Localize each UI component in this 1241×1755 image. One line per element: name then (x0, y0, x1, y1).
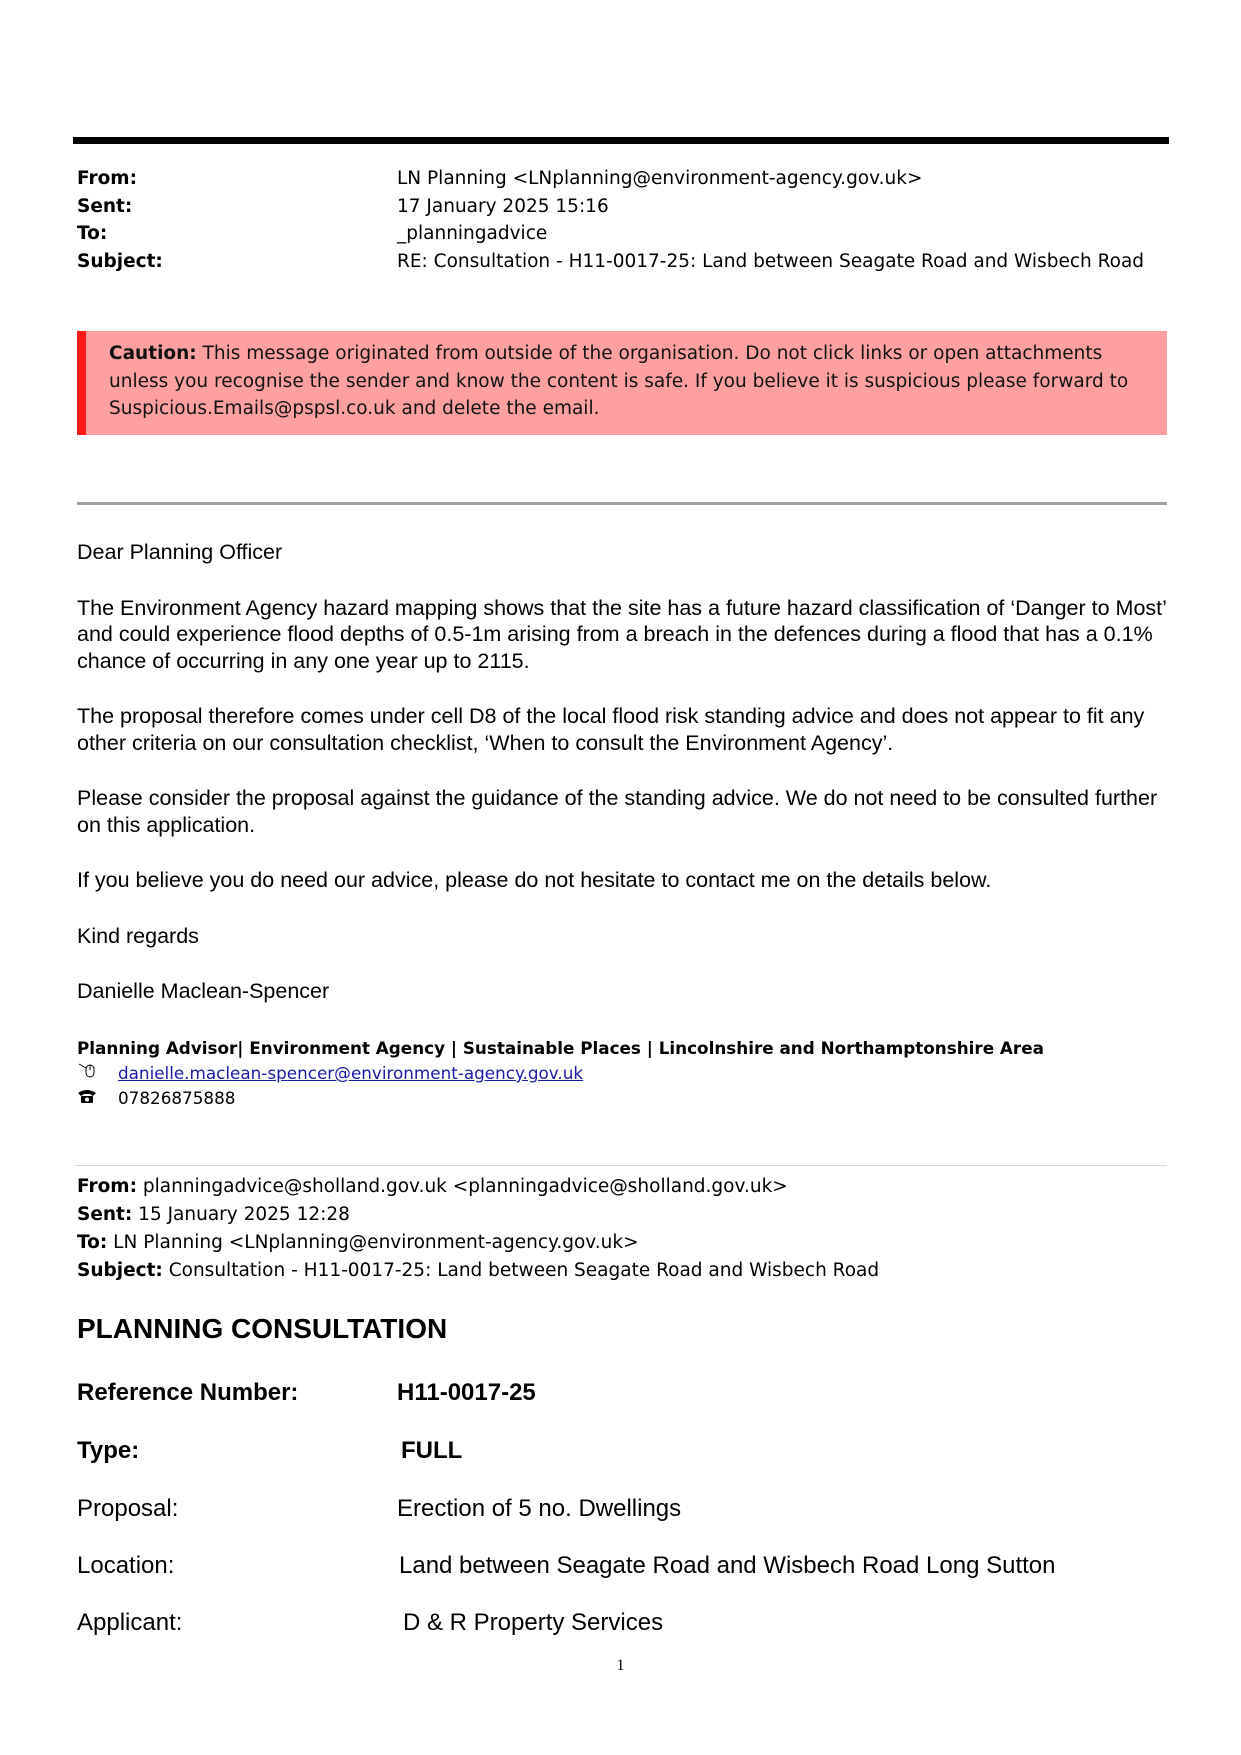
header-top-rule (73, 137, 1169, 144)
telephone-icon (77, 1086, 118, 1111)
applicant-value: D & R Property Services (403, 1609, 664, 1636)
email-header (77, 165, 1167, 275)
forwarded-header (77, 1173, 1177, 1285)
header-from-value: LN Planning <LNplanning@environment-agency.gov.uk> (397, 168, 923, 189)
greeting: Dear Planning Officer (77, 540, 283, 564)
forwarded-from-label: From: (77, 1176, 137, 1197)
header-sent-value: 17 January 2025 15:16 (397, 195, 609, 217)
forwarded-sent-label: Sent: (77, 1204, 133, 1225)
page-number: 1 (616, 1657, 625, 1674)
signature-phone: 07826875888 (118, 1088, 236, 1108)
forwarded-subject-row (77, 1257, 1177, 1285)
closing: Kind regards (77, 923, 199, 948)
forwarded-to-value: LN Planning <LNplanning@environment-agency.gov.uk> (107, 1232, 639, 1253)
forwarded-to-label: To: (77, 1232, 108, 1253)
paragraph-contact: If you believe you do need our advice, please do not hesitate to contact me on the details below. (77, 868, 992, 892)
signature-block (77, 1036, 1177, 1111)
type-label: Type: (77, 1437, 140, 1464)
proposal-value: Erection of 5 no. Dwellings (397, 1495, 682, 1522)
location-value: Land between Seagate Road and Wisbech Road Long Sutton (399, 1552, 1056, 1579)
signature-title: Planning Advisor| Environment Agency | Sustainable Places | Lincolnshire and Northamptonshire Area (77, 1038, 1044, 1058)
header-sent-label: Sent: (77, 195, 133, 217)
applicant-label: Applicant: (77, 1609, 183, 1636)
reference-label: Reference Number: (77, 1379, 299, 1406)
header-subject-label: Subject: (77, 250, 163, 272)
header-to-label: To: (77, 223, 108, 244)
mouse-pointer-icon (77, 1061, 118, 1086)
forwarded-sent-value: 15 January 2025 12:28 (132, 1204, 350, 1225)
sender-name: Danielle Maclean-Spencer (77, 979, 330, 1003)
paragraph-standing-advice: The proposal therefore comes under cell D8 of the local flood risk standing advice and does not appear to fit any other criteria on our consultation checklist, ‘When to consult the Environment Agency’. (77, 704, 1145, 755)
body-divider (77, 502, 1167, 505)
header-row-from (77, 165, 1167, 193)
forwarded-from-row (77, 1173, 1177, 1201)
paragraph-hazard: The Environment Agency hazard mapping shows that the site has a future hazard classification of ‘Danger to Most’ and could experience flood depths of 0.5-1m arising from a breach in the defences during a flood that has a 0.1% chance of occurring in any one year up to 2115. (77, 595, 1167, 673)
location-label: Location: (77, 1552, 175, 1579)
header-from-label: From: (77, 168, 137, 189)
proposal-label: Proposal: (77, 1495, 179, 1522)
header-row-subject (77, 248, 1167, 276)
caution-label: Caution: (109, 343, 197, 364)
forward-divider (75, 1165, 1167, 1166)
caution-banner (77, 331, 1167, 435)
header-to-value: _planningadvice (397, 223, 548, 244)
email-body (77, 539, 1177, 1034)
forwarded-from-value: planningadvice@sholland.gov.uk <planningadvice@sholland.gov.uk> (136, 1176, 788, 1197)
forwarded-subject-label: Subject: (77, 1260, 163, 1281)
consultation-title: PLANNING CONSULTATION (77, 1313, 448, 1344)
signature-email-link[interactable]: danielle.maclean-spencer@environment-agency.gov.uk (118, 1063, 584, 1083)
signature-email-row (77, 1061, 1177, 1086)
forwarded-sent-row (77, 1201, 1177, 1229)
header-row-to (77, 220, 1167, 248)
forwarded-subject-value: Consultation - H11-0017-25: Land between Seagate Road and Wisbech Road (162, 1260, 880, 1281)
reference-value: H11-0017-25 (397, 1379, 536, 1406)
caution-text: This message originated from outside of the organisation. Do not click links or open attachments unless you recognise the sender and know the content is safe. If you believe it is suspicious please forward to Suspicious.Emails@pspsl.co.uk and delete the email. (109, 343, 1129, 419)
signature-phone-row (77, 1086, 1177, 1111)
header-row-sent (77, 193, 1167, 221)
type-value: FULL (401, 1437, 463, 1464)
forwarded-to-row (77, 1229, 1177, 1257)
header-subject-value: RE: Consultation - H11-0017-25: Land between Seagate Road and Wisbech Road (397, 250, 1145, 272)
paragraph-consider: Please consider the proposal against the guidance of the standing advice. We do not need to be consulted further on this application. (77, 786, 1158, 837)
